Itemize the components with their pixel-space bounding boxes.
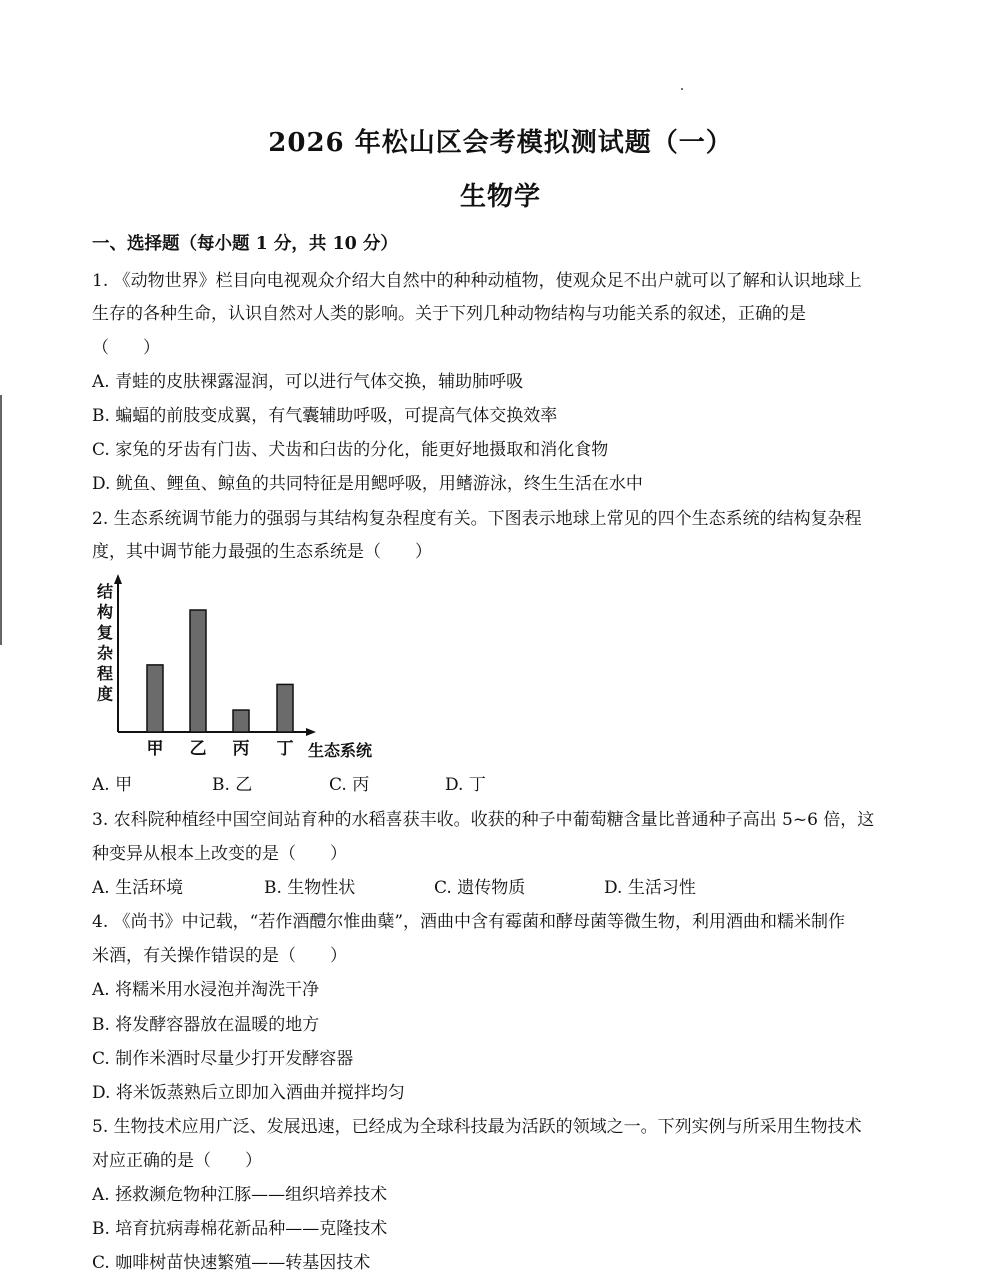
q5-line-1: 5. 生物技术应用广泛、发展迅速，已经成为全球科技最为活跃的领域之一。下列实例与所采用生物技术 — [92, 1117, 862, 1137]
bar-1 — [147, 665, 163, 732]
q4-option-c: C. 制作米酒时尽量少打开发酵容器 — [92, 1049, 354, 1069]
bar-4 — [277, 684, 293, 732]
q1-option-d: D. 鱿鱼、鲤鱼、鲸鱼的共同特征是用鳃呼吸，用鳍游泳，终生生活在水中 — [92, 474, 643, 494]
q3-option-c: C. 遗传物质 — [434, 878, 526, 898]
y-axis-arrow — [114, 574, 122, 584]
q2-line-2: 度，其中调节能力最强的生态系统是（ ） — [92, 542, 432, 562]
q2-option-c: C. 丙 — [329, 775, 370, 795]
y-axis-label-char: 复 — [96, 623, 114, 642]
q1-answer-blank: （ ） — [92, 338, 160, 358]
y-axis-label-char: 构 — [96, 602, 114, 622]
x-tick-label: 甲 — [146, 739, 164, 759]
section-heading: 一、选择题（每小题 1 分，共 10 分） — [92, 234, 398, 254]
q3-option-d: D. 生活习性 — [604, 878, 696, 898]
q5-option-a: A. 拯救濒危物种江豚——组织培养技术 — [92, 1185, 388, 1205]
bar-3 — [233, 710, 249, 732]
exam-title: 2026 年松山区会考模拟测试题（一） — [268, 128, 733, 158]
q5-option-b: B. 培育抗病毒棉花新品种——克隆技术 — [92, 1219, 388, 1239]
q1-option-b: B. 蝙蝠的前肢变成翼，有气囊辅助呼吸，可提高气体交换效率 — [92, 406, 558, 426]
x-axis-label: 生态系统 — [308, 741, 373, 760]
y-axis-label-char: 杂 — [96, 643, 114, 663]
subject-title: 生物学 — [459, 182, 541, 212]
q1-line-2: 生存的各种生命，认识自然对人类的影响。关于下列几种动物结构与功能关系的叙述，正确的是 — [92, 304, 806, 324]
q3-option-a: A. 生活环境 — [92, 878, 184, 898]
x-tick-label: 乙 — [189, 739, 207, 759]
scan-speck — [681, 88, 683, 90]
q4-line-1: 4. 《尚书》中记载，“若作酒醴尔惟曲蘖”，酒曲中含有霉菌和酵母菌等微生物，利用酒曲和糯米制作 — [92, 912, 846, 932]
x-tick-label: 丁 — [276, 739, 294, 759]
y-axis-label-char: 程 — [96, 664, 114, 683]
q4-option-d: D. 将米饭蒸熟后立即加入酒曲并搅拌均匀 — [92, 1083, 405, 1103]
y-axis-label-char: 度 — [96, 684, 114, 704]
ecosystem-bar-chart — [88, 572, 398, 764]
q3-line-2: 种变异从根本上改变的是（ ） — [92, 844, 347, 864]
q2-option-a: A. 甲 — [92, 775, 133, 795]
q4-option-b: B. 将发酵容器放在温暖的地方 — [92, 1015, 320, 1035]
q3-option-b: B. 生物性状 — [264, 878, 356, 898]
bar-2 — [190, 610, 206, 732]
q1-option-a: A. 青蛙的皮肤裸露湿润，可以进行气体交换，辅助肺呼吸 — [92, 372, 524, 392]
scan-edge — [0, 395, 2, 645]
q1-line-1: 1. 《动物世界》栏目向电视观众介绍大自然中的种种动植物，使观众足不出户就可以了解和认识地球上 — [92, 271, 862, 291]
y-axis-label-char: 结 — [96, 582, 114, 601]
q5-option-c: C. 咖啡树苗快速繁殖——转基因技术 — [92, 1253, 371, 1273]
x-tick-label: 丙 — [232, 739, 250, 759]
q3-line-1: 3. 农科院种植经中国空间站育种的水稻喜获丰收。收获的种子中葡萄糖含量比普通种子高出 5~6 倍，这 — [92, 810, 875, 830]
q2-option-b: B. 乙 — [212, 775, 253, 795]
q4-line-2: 米酒，有关操作错误的是（ ） — [92, 946, 347, 966]
q4-option-a: A. 将糯米用水浸泡并淘洗干净 — [92, 980, 320, 1000]
q1-option-c: C. 家兔的牙齿有门齿、犬齿和臼齿的分化，能更好地摄取和消化食物 — [92, 440, 609, 460]
q2-option-d: D. 丁 — [445, 775, 486, 795]
q2-line-1: 2. 生态系统调节能力的强弱与其结构复杂程度有关。下图表示地球上常见的四个生态系统的结构复杂程 — [92, 509, 862, 529]
q5-line-2: 对应正确的是（ ） — [92, 1151, 262, 1171]
x-axis-arrow — [306, 728, 316, 736]
